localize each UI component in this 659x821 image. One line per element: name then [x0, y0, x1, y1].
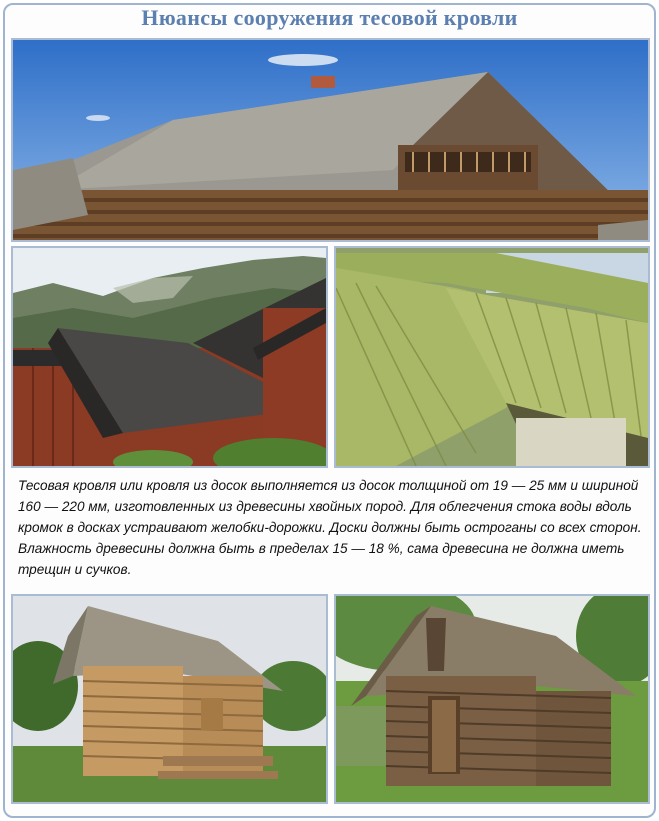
page-title: Нюансы сооружения тесовой кровли [141, 5, 518, 30]
photo-mountain-house [11, 246, 328, 468]
photo-wooden-house-balcony [11, 38, 650, 242]
photo-old-log-house [334, 594, 650, 804]
photo-green-roof [334, 246, 650, 468]
photo-log-cabin [11, 594, 328, 804]
roof-description-text: Тесовая кровля или кровля из досок выполняется из досок толщиной от 19 — 25 мм и шириной 160 — 220 мм, изготовленных из древесины хвойных пород. Для облегчения стока воды вдоль кромок в досках устраивают желобки-дорожки. Доски должны быть острoганы со всех сторон. Влажность древесины должна быть в пределах 15 — 18 %, сама древесина не должна иметь трещин и сучков. [18, 478, 642, 577]
